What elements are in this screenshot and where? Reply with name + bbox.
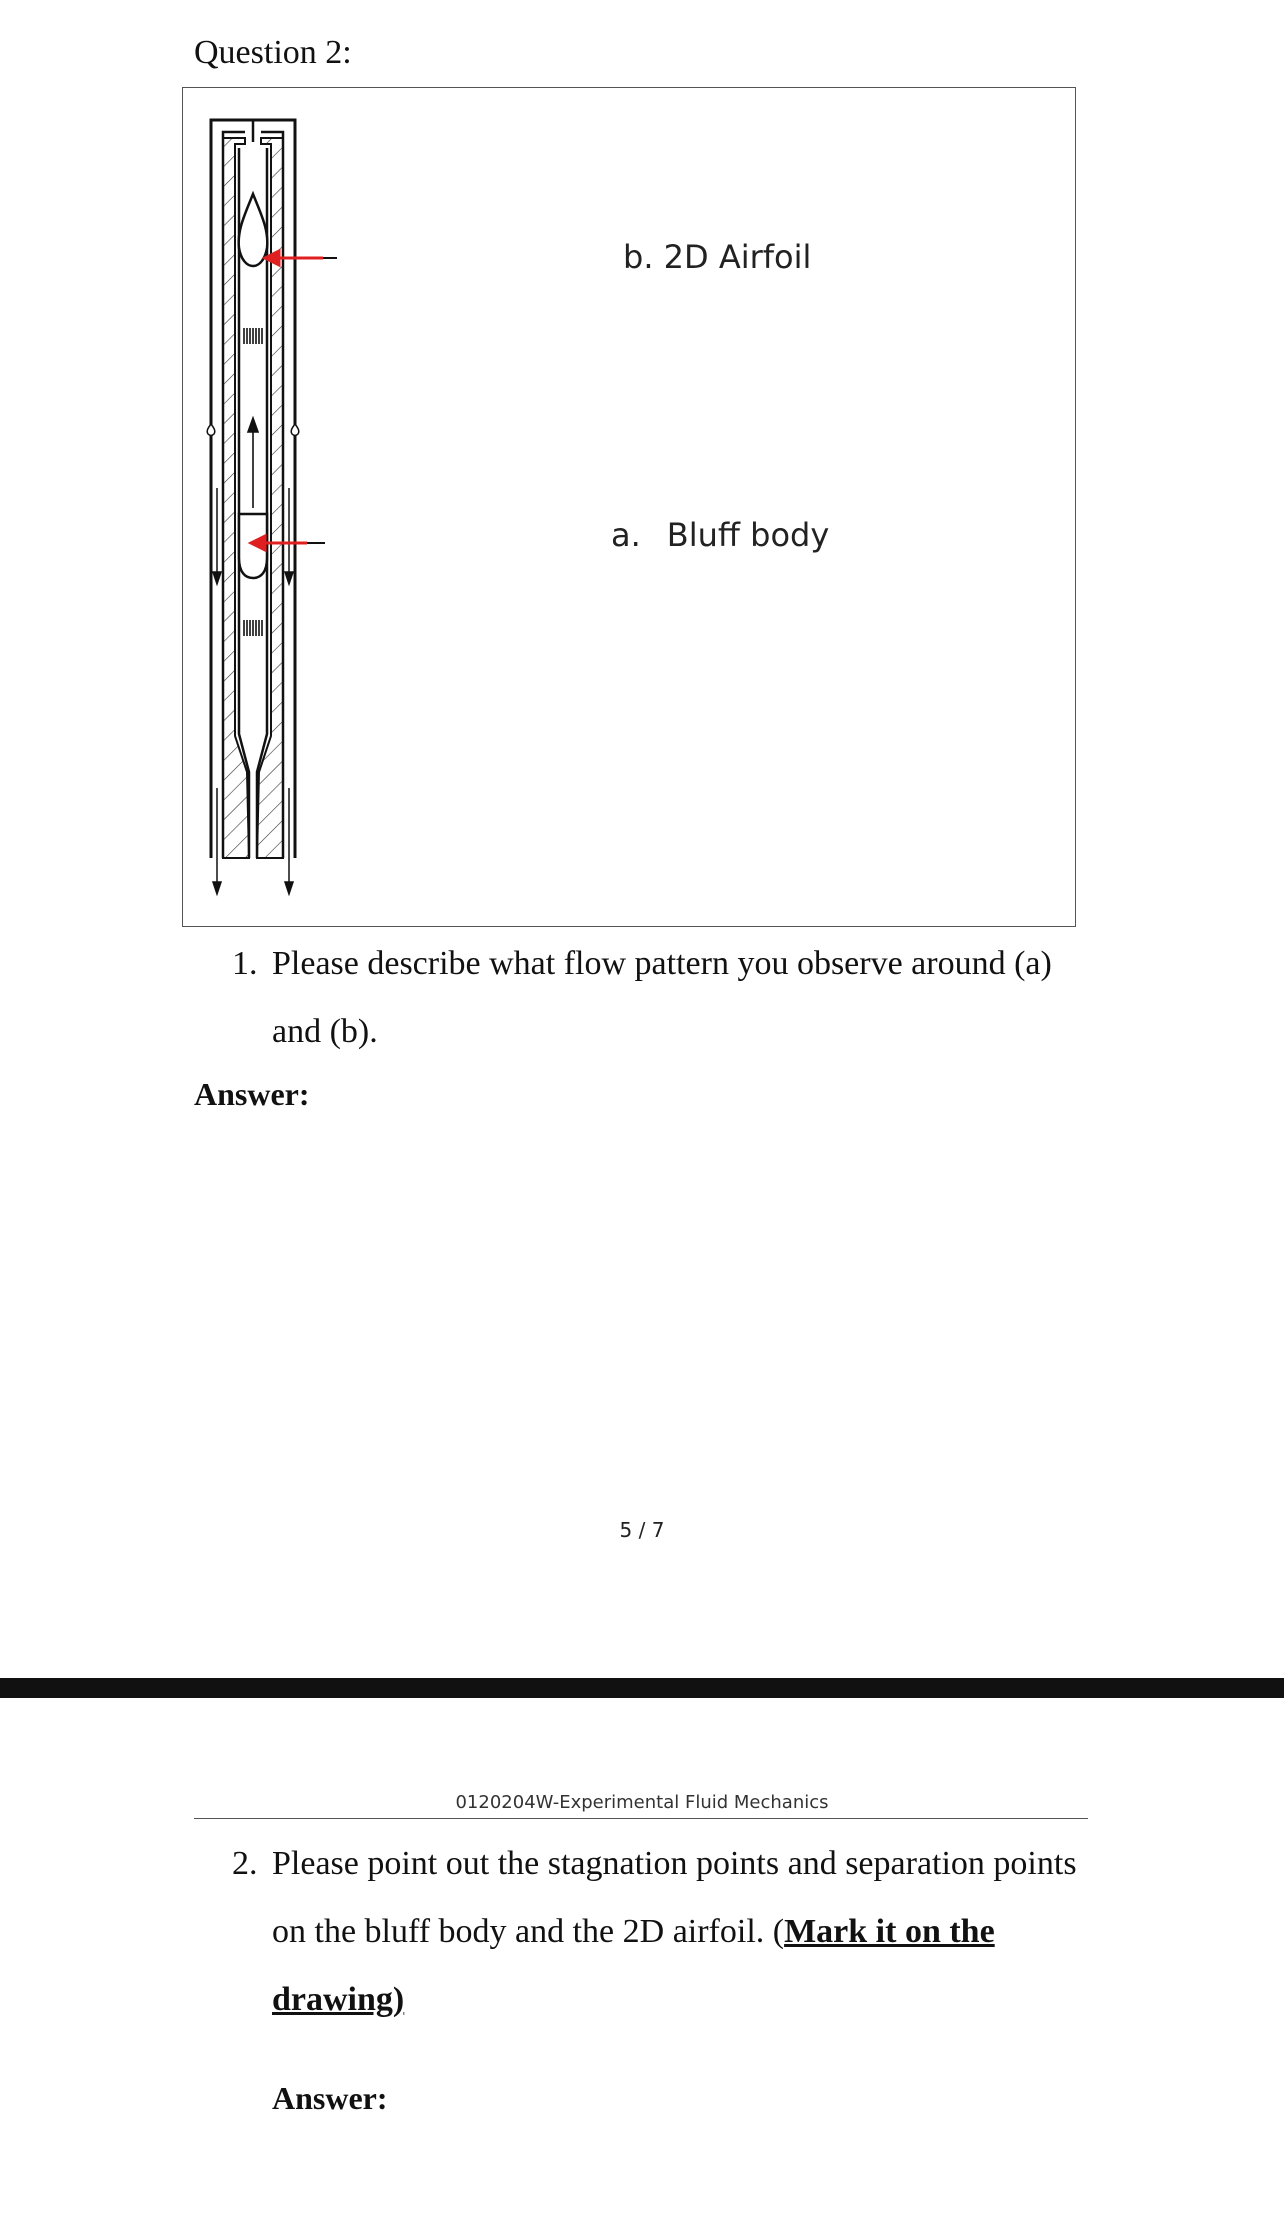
bluff-body-label bbox=[611, 516, 829, 554]
flow-straightener-lower bbox=[244, 620, 262, 636]
question-title: Question 2: bbox=[194, 34, 352, 71]
page-header: 0120204W-Experimental Fluid Mechanics bbox=[455, 1792, 829, 1813]
page-number: 5 / 7 bbox=[619, 1518, 665, 1542]
airfoil-label: b. 2D Airfoil bbox=[623, 238, 812, 276]
item-text-emphasis: drawing) bbox=[272, 1981, 405, 2018]
item-number: 1. bbox=[232, 945, 258, 982]
left-side-droplet bbox=[207, 424, 215, 436]
answer-label: Answer: bbox=[272, 2080, 388, 2116]
water-tunnel-figure bbox=[182, 87, 1076, 927]
item-text-line bbox=[272, 1898, 1132, 1966]
answer-label: Answer: bbox=[194, 1076, 310, 1112]
airfoil-shape bbox=[239, 194, 268, 266]
item-text-line: and (b). bbox=[272, 1013, 378, 1050]
item-number: 2. bbox=[232, 1845, 258, 1882]
item-text-plain: on the bluff body and the 2D airfoil. ( bbox=[272, 1913, 785, 1950]
bluff-body-label-text: Bluff body bbox=[666, 516, 830, 554]
page-separator bbox=[0, 1678, 1284, 1698]
flow-direction-arrow-up bbox=[248, 418, 258, 508]
header-rule bbox=[194, 1818, 1088, 1819]
water-tunnel-diagram bbox=[183, 88, 1077, 928]
bluff-body-label-letter: a. bbox=[611, 516, 641, 554]
right-side-droplet bbox=[291, 424, 299, 436]
item-text-line: Please point out the stagnation points and separation points bbox=[272, 1845, 1077, 1882]
item-text-line: Please describe what flow pattern you observe around (a) bbox=[272, 945, 1052, 982]
flow-straightener-upper bbox=[244, 328, 262, 344]
item-text-emphasis: Mark it on the bbox=[784, 1913, 995, 1950]
document-page-6 bbox=[0, 1698, 1284, 2216]
item-text-line bbox=[272, 1966, 1132, 2034]
